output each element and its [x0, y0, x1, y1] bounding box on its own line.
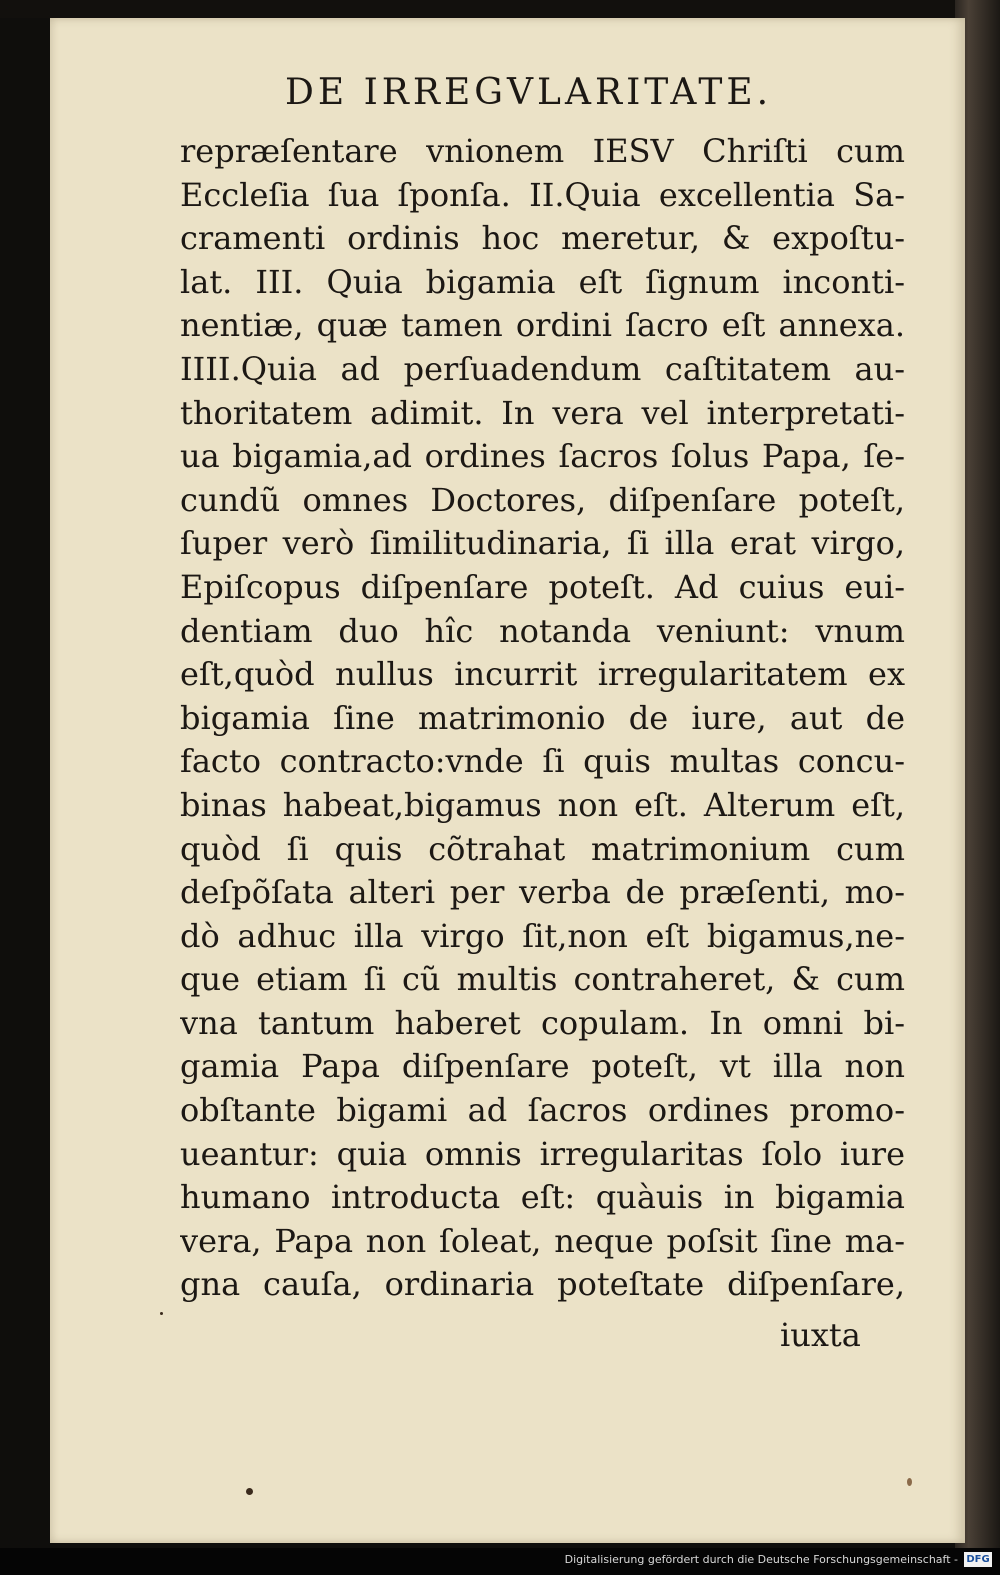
ink-speck [246, 1488, 253, 1495]
text-line: dò adhuc illa virgo ſit,non eſt bigamus,ne- [180, 916, 905, 955]
text-line: obſtante bigami ad ſacros ordines promo- [180, 1091, 905, 1130]
running-head: DE IRREGVLARITATE. [285, 72, 773, 113]
text-line: lat. III. Quia bigamia eſt ſignum inconti- [180, 262, 905, 301]
text-line: humano introducta eſt: quàuis in bigamia [180, 1178, 905, 1217]
ink-speck [907, 1478, 912, 1486]
text-line: cundũ omnes Doctores, diſpenſare poteſt, [180, 480, 905, 519]
digitization-credit: Digitalisierung gefördert durch die Deutsche Forschungsgemeinschaft - [564, 1553, 958, 1566]
text-line: que etiam ſi cũ multis contraheret, & cum [180, 960, 905, 999]
text-line: IIII.Quia ad perſuadendum caſtitatem au- [180, 349, 905, 388]
text-line: Epiſcopus diſpenſare poteſt. Ad cuius eui- [180, 567, 905, 606]
ink-speck [160, 1312, 163, 1315]
text-line: gna cauſa, ordinaria poteſtate diſpenſare, [180, 1265, 905, 1304]
text-line: gamia Papa diſpenſare poteſt, vt illa non [180, 1047, 905, 1086]
text-line: eſt,quòd nullus incurrit irregularitatem ex [180, 655, 905, 694]
text-line: ſuper verò ſimilitudinaria, ſi illa erat virgo, [180, 524, 905, 563]
text-line: ua bigamia,ad ordines ſacros ſolus Papa, ſe- [180, 437, 905, 476]
text-line: repræſentare vnionem IESV Chriſti cum [180, 132, 905, 170]
text-line: Eccleſia ſua ſponſa. II.Quia excellentia Sa- [180, 175, 905, 214]
catchword: iuxta [780, 1316, 861, 1354]
text-line: vna tantum haberet copulam. In omni bi- [180, 1003, 905, 1042]
text-line: thoritatem adimit. In vera vel interpretati- [180, 393, 905, 432]
text-line: bigamia ſine matrimonio de iure, aut de [180, 698, 905, 737]
text-line: cramenti ordinis hoc meretur, & expoſtu- [180, 219, 905, 258]
book-top-edge [0, 0, 1000, 18]
text-line: deſpõſata alteri per verba de præſenti, mo- [180, 873, 905, 912]
text-line: vera, Papa non ſoleat, neque poſsit ſine ma- [180, 1221, 905, 1260]
text-line: dentiam duo hîc notanda veniunt: vnum [180, 611, 905, 650]
text-block [180, 130, 905, 1307]
text-line: facto contracto:vnde ſi quis multas concu- [180, 742, 905, 781]
text-line: binas habeat,bigamus non eſt. Alterum eſt, [180, 785, 905, 824]
text-line: nentiæ, quæ tamen ordini ſacro eſt annexa. [180, 306, 905, 345]
text-line: quòd ſi quis cõtrahat matrimonium cum [180, 829, 905, 868]
text-line: ueantur: quia omnis irregularitas ſolo iure [180, 1134, 905, 1173]
dfg-logo: DFG [964, 1552, 992, 1567]
